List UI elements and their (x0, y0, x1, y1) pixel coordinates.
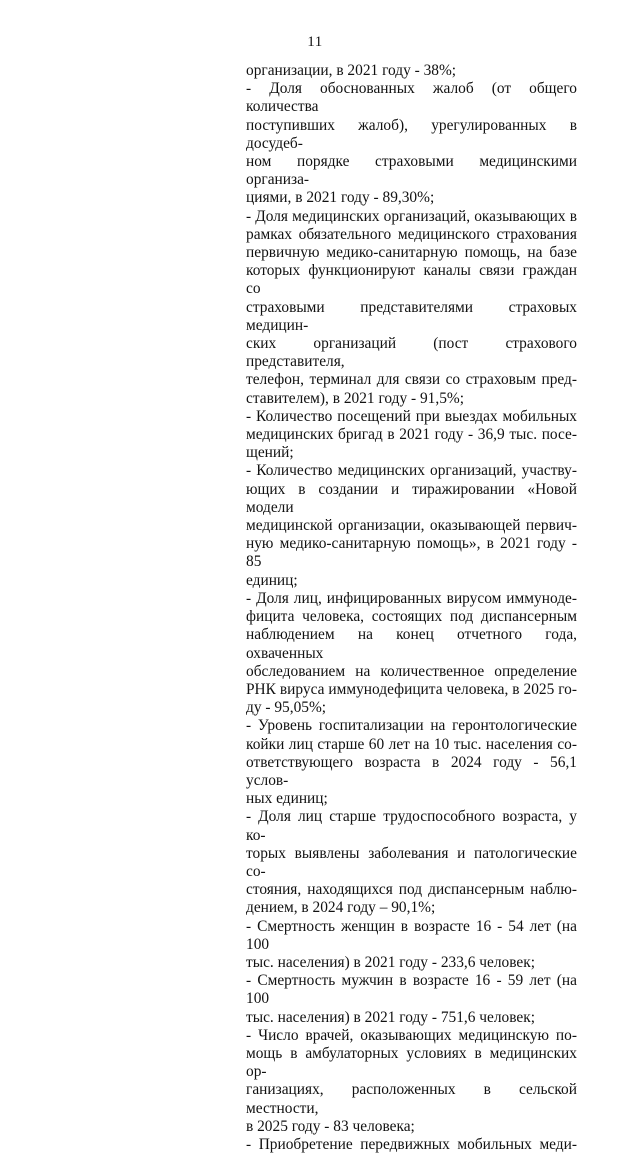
text-line: - Смертность мужчин в возрасте 16 - 59 лет (на 100 (246, 972, 577, 1008)
text-line: ную медико-санитарную помощь», в 2021 году - 85 (246, 535, 577, 571)
text-line: - Доля обоснованных жалоб (от общего количества (246, 80, 577, 116)
text-line: ду - 95,05%; (246, 699, 327, 717)
text-line: которых функционируют каналы связи граждан со (246, 262, 577, 298)
text-line: - Доля лиц, инфицированных вирусом иммуноде- (246, 589, 577, 607)
text-line: страховыми представителями страховых медицин- (246, 298, 577, 334)
text-line: организации, в 2021 году - 38%; (246, 62, 457, 79)
text-line: обследованием на количественное определение (246, 662, 577, 680)
text-line: наблюдением на конец отчетного года, охваченных (246, 626, 577, 662)
text-line: медицинской организации, оказывающей первич- (246, 517, 577, 535)
text-line: - Уровень госпитализации на геронтологические (246, 717, 577, 735)
text-line: рамках обязательного медицинского страхования (246, 225, 577, 243)
text-line: первичную медико-санитарную помощь, на базе (246, 244, 577, 262)
text-line: РНК вируса иммунодефицита человека, в 2025 го- (246, 680, 577, 698)
text-line: ном порядке страховыми медицинскими организа- (246, 153, 577, 189)
body-text (246, 62, 577, 1154)
page-number: 11 (307, 34, 323, 50)
text-line: - Число врачей, оказывающих медицинскую по- (246, 1026, 577, 1044)
text-line: поступивших жалоб), урегулированных в досудеб- (246, 116, 577, 152)
text-line: - Приобретение передвижных мобильных меди- (246, 1135, 577, 1153)
text-line: тыс. населения) в 2021 году - 751,6 человек; (246, 1008, 536, 1026)
text-line: циями, в 2021 году - 89,30%; (246, 189, 435, 207)
text-line: медицинских бригад в 2021 году - 36,9 тыс. посе- (246, 426, 577, 444)
text-line: ответствующего возраста в 2024 году - 56,1 услов- (246, 753, 577, 789)
text-line: торых выявлены заболевания и патологические со- (246, 844, 577, 880)
text-line: ных единиц; (246, 790, 328, 808)
text-line: щений; (246, 444, 294, 462)
text-line: ганизациях, расположенных в сельской местности, (246, 1081, 577, 1117)
text-line: ющих в создании и тиражировании «Новой модели (246, 480, 577, 516)
text-line: - Количество медицинских организаций, участву- (246, 462, 577, 480)
text-line: - Смертность женщин в возрасте 16 - 54 лет (на 100 (246, 917, 577, 953)
text-line: - Доля медицинских организаций, оказывающих в (246, 207, 577, 225)
text-line: - Количество посещений при выездах мобильных (246, 407, 577, 425)
text-line: стояния, находящихся под диспансерным наблю- (246, 881, 577, 899)
text-line: фицита человека, состоящих под диспансерным (246, 608, 577, 626)
text-line: дением, в 2024 году – 90,1%; (246, 899, 436, 917)
text-line: тыс. населения) в 2021 году - 233,6 человек; (246, 953, 536, 971)
text-line: в 2025 году - 83 человека; (246, 1117, 415, 1135)
text-line: телефон, терминал для связи со страховым пред- (246, 371, 577, 389)
text-line: единиц; (246, 571, 298, 589)
text-line: - Доля лиц старше трудоспособного возраста, у ко- (246, 808, 577, 844)
text-line: мощь в амбулаторных условиях в медицинских ор- (246, 1044, 577, 1081)
text-line: ских организаций (пост страхового представителя, (246, 335, 577, 371)
text-line: койки лиц старше 60 лет на 10 тыс. населения со- (246, 735, 577, 753)
text-line: ставителем), в 2021 году - 91,5%; (246, 389, 465, 407)
